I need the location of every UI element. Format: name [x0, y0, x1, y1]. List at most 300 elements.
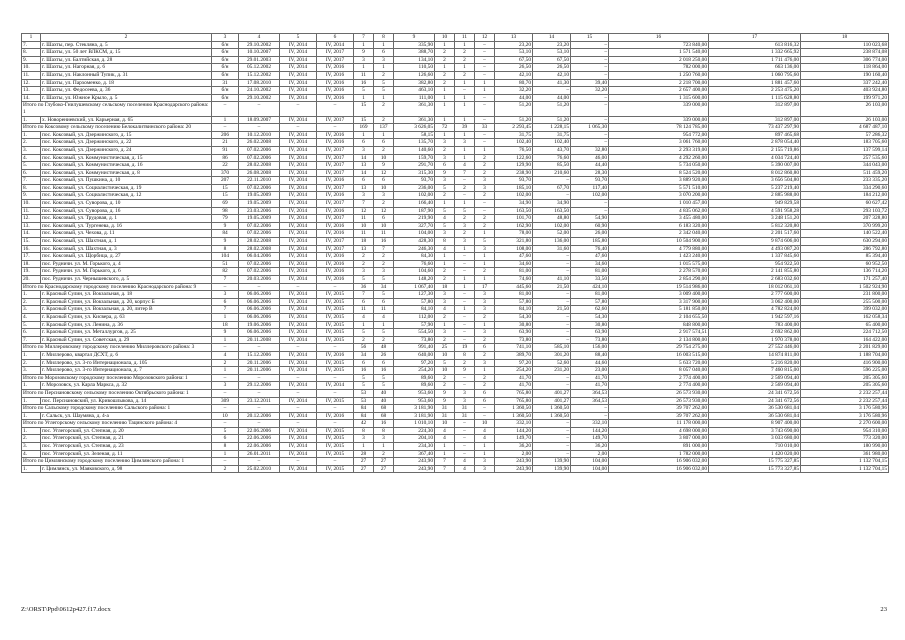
- table-cell: IV, 2014: [280, 367, 317, 375]
- subtotal-row: [22, 283, 889, 291]
- table-cell: IV, 2016: [317, 253, 354, 261]
- subtotal-cell: –: [280, 102, 317, 116]
- table-cell: 2.: [22, 435, 41, 443]
- table-cell: 6: [374, 139, 394, 147]
- table-cell: 2: [435, 71, 455, 79]
- subtotal-cell: –: [317, 389, 354, 397]
- table-cell: 3 656 504,80: [709, 177, 801, 185]
- table-cell: 224 712,50: [801, 329, 889, 337]
- table-cell: 206: [212, 131, 239, 139]
- table-cell: 3: [455, 222, 475, 230]
- table-cell: –: [533, 268, 571, 276]
- table-cell: 2 253 475,20: [709, 87, 801, 95]
- table-cell: IV, 2015: [317, 336, 354, 344]
- table-cell: 57,80: [495, 298, 533, 306]
- table-cell: 2: [475, 215, 495, 223]
- table-cell: 367,40: [394, 450, 435, 458]
- table-cell: 110 023,68: [801, 41, 889, 49]
- table-cell: 11: [374, 230, 394, 238]
- table-cell: 144,20: [571, 427, 609, 435]
- table-cell: 1: [374, 41, 394, 49]
- table-cell: IV, 2016: [317, 139, 354, 147]
- table-cell: 127,30: [394, 291, 435, 299]
- table-cell: 1 571 540,00: [609, 49, 709, 57]
- table-cell: 140 522,40: [801, 230, 889, 238]
- table-row: [22, 238, 889, 246]
- table-row: [22, 268, 889, 276]
- table-cell: 28: [354, 450, 374, 458]
- table-cell: 32,20: [571, 87, 609, 95]
- table-cell: IV, 2015: [317, 367, 354, 375]
- table-cell: 765,80: [495, 397, 533, 405]
- table-cell: –: [533, 298, 571, 306]
- table-cell: –: [475, 71, 495, 79]
- subtotal-cell: 4: [455, 458, 475, 466]
- table-cell: 36,20: [495, 443, 533, 451]
- table-cell: 15: [212, 192, 239, 200]
- table-cell: 17.: [22, 253, 41, 261]
- subtotal-cell: 26 103,00: [801, 102, 889, 116]
- table-cell: 79: [212, 215, 239, 223]
- table-cell: IV, 2014: [280, 79, 317, 87]
- table-cell: 2: [435, 79, 455, 87]
- subtotal-cell: 2 270 600,00: [801, 420, 889, 428]
- table-row: [22, 427, 889, 435]
- table-cell: 102,00: [533, 222, 571, 230]
- subtotal-cell: 765,80: [495, 389, 533, 397]
- table-cell: 3: [475, 177, 495, 185]
- table-cell: IV, 2014: [280, 268, 317, 276]
- table-cell: 4: [435, 215, 455, 223]
- table-cell: 1: [455, 131, 475, 139]
- table-cell: –: [571, 207, 609, 215]
- table-cell: 84,10: [495, 306, 533, 314]
- subtotal-cell: 42: [354, 420, 374, 428]
- subtotal-cell: 1: [435, 102, 455, 116]
- column-number: 7: [354, 34, 374, 42]
- table-cell: 1: [455, 306, 475, 314]
- table-row: [22, 291, 889, 299]
- address-cell: г. Цимлянск, ул. Маяковского, д. 98: [41, 465, 212, 473]
- subtotal-cell: –: [317, 405, 354, 413]
- table-cell: 73,80: [495, 336, 533, 344]
- subtotal-cell: 31: [435, 405, 455, 413]
- table-cell: 4: [435, 427, 455, 435]
- table-cell: 4: [455, 162, 475, 170]
- table-cell: IV, 2017: [317, 200, 354, 208]
- subtotal-cell: –: [239, 102, 280, 116]
- table-cell: 36 530 681,04: [709, 412, 801, 420]
- table-cell: 32,80: [571, 146, 609, 154]
- subtotal-cell: 1 010,10: [394, 420, 435, 428]
- table-cell: 3 743 690,00: [709, 427, 801, 435]
- address-cell: пос. Рудничн. ул. Чернышевского, д. 5: [41, 276, 212, 284]
- subtotal-cell: –: [212, 458, 239, 466]
- table-cell: 2: [475, 382, 495, 390]
- table-row: [22, 329, 889, 337]
- table-cell: 180 990,00: [801, 443, 889, 451]
- table-cell: 24 341 672,56: [709, 397, 801, 405]
- table-cell: 3: [212, 291, 239, 299]
- table-cell: 1 315 600,00: [609, 94, 709, 102]
- table-cell: 613 816,32: [709, 41, 801, 49]
- table-cell: 2: [374, 71, 394, 79]
- table-cell: 2: [475, 154, 495, 162]
- table-cell: –: [455, 177, 475, 185]
- subtotal-label: Итого по Персиановскому сельскому поселению Октябрьского района: 1: [22, 389, 212, 397]
- subtotal-cell: 243,90: [495, 458, 533, 466]
- table-cell: 5 571 510,00: [609, 184, 709, 192]
- table-cell: 18.: [22, 260, 41, 268]
- table-cell: 207 328,80: [801, 215, 889, 223]
- table-row: [22, 139, 889, 147]
- table-cell: 5: [212, 427, 239, 435]
- table-cell: 1: [212, 116, 239, 124]
- table-cell: 3.: [22, 367, 41, 375]
- table-cell: 2: [475, 268, 495, 276]
- table-cell: 06.06.2006: [239, 329, 280, 337]
- table-cell: 2: [435, 56, 455, 64]
- table-cell: 2 569 094,40: [709, 382, 801, 390]
- table-cell: –: [455, 260, 475, 268]
- table-cell: 3: [435, 230, 455, 238]
- table-cell: 112,00: [394, 313, 435, 321]
- table-cell: –: [475, 116, 495, 124]
- table-cell: 26 573 930,00: [609, 397, 709, 405]
- table-cell: IV, 2016: [317, 412, 354, 420]
- table-cell: 23,00: [571, 367, 609, 375]
- table-cell: 4: [455, 465, 475, 473]
- table-cell: 7.: [22, 41, 41, 49]
- table-cell: 321,80: [495, 238, 533, 246]
- table-cell: 22.06.2006: [239, 443, 280, 451]
- table-cell: 164 422,00: [801, 336, 889, 344]
- table-cell: IV, 2017: [317, 238, 354, 246]
- table-cell: IV, 2014: [280, 465, 317, 473]
- address-cell: пос. Коксовый, ул. Дзержинского, д. 24: [41, 146, 212, 154]
- table-cell: 39 707 262,00: [609, 412, 709, 420]
- table-cell: –: [571, 200, 609, 208]
- table-row: [22, 200, 889, 208]
- table-cell: 11: [374, 306, 394, 314]
- table-cell: 52,00: [533, 230, 571, 238]
- table-cell: 136,00: [533, 238, 571, 246]
- table-cell: 6: [354, 177, 374, 185]
- table-cell: 16 003 515,00: [609, 351, 709, 359]
- table-cell: 39,40: [571, 79, 609, 87]
- table-cell: 5 181 850,00: [609, 306, 709, 314]
- table-cell: 12: [354, 207, 374, 215]
- table-cell: 29.12.2006: [239, 382, 280, 390]
- table-cell: 28.02.2008: [239, 238, 280, 246]
- table-cell: 10.: [22, 64, 41, 72]
- subtotal-cell: –: [212, 102, 239, 116]
- table-cell: б/н: [212, 64, 239, 72]
- table-cell: 18: [212, 321, 239, 329]
- table-cell: 2 293 319,00: [609, 146, 709, 154]
- address-cell: пос. Коксовый, ул. Суворова, д. 10: [41, 200, 212, 208]
- table-cell: 4: [435, 435, 455, 443]
- table-cell: 07.02.2006: [239, 184, 280, 192]
- table-cell: IV, 2014: [280, 443, 317, 451]
- table-row: [22, 260, 889, 268]
- table-cell: –: [533, 313, 571, 321]
- table-cell: 2.: [22, 298, 41, 306]
- subtotal-cell: 5: [374, 374, 394, 382]
- table-cell: 10: [374, 184, 394, 192]
- subtotal-cell: 2: [475, 374, 495, 382]
- table-row: [22, 154, 889, 162]
- table-cell: 4.: [22, 450, 41, 458]
- address-cell: г. Шахты, ул. 50 лет ВЛКСМ, д. 15: [41, 49, 212, 57]
- table-cell: 84: [212, 230, 239, 238]
- table-cell: 47,60: [571, 253, 609, 261]
- table-cell: 26: [374, 351, 394, 359]
- table-cell: 334 290,60: [801, 184, 889, 192]
- table-cell: 2 683 032,60: [709, 276, 801, 284]
- table-cell: 1: [475, 443, 495, 451]
- subtotal-cell: –: [212, 374, 239, 382]
- table-cell: 15 773 327,85: [709, 465, 801, 473]
- table-cell: 1: [435, 260, 455, 268]
- subtotal-cell: –: [280, 283, 317, 291]
- table-row: [22, 207, 889, 215]
- subtotal-cell: –: [239, 283, 280, 291]
- table-cell: 18.09.2007: [239, 116, 280, 124]
- table-cell: IV, 2014: [317, 382, 354, 390]
- table-cell: 104: [212, 253, 239, 261]
- table-cell: 06.06.2006: [239, 298, 280, 306]
- table-cell: 89,60: [394, 382, 435, 390]
- table-cell: 7: [354, 200, 374, 208]
- table-cell: 3: [435, 139, 455, 147]
- subtotal-cell: 41,70: [571, 374, 609, 382]
- table-cell: 286 792,80: [801, 245, 889, 253]
- table-cell: 5: [374, 87, 394, 95]
- table-cell: 1: [455, 79, 475, 87]
- table-cell: 1.: [22, 131, 41, 139]
- table-cell: 3: [374, 435, 394, 443]
- table-cell: 47,60: [495, 253, 533, 261]
- table-cell: 2: [455, 71, 475, 79]
- column-number: 6: [317, 34, 354, 42]
- column-number: 4: [239, 34, 280, 42]
- table-cell: 1: [475, 321, 495, 329]
- table-cell: 27: [374, 465, 394, 473]
- table-cell: 2 657 400,00: [609, 87, 709, 95]
- table-cell: IV, 2015: [317, 298, 354, 306]
- table-cell: 5 633 720,00: [609, 359, 709, 367]
- table-cell: 3 317 900,00: [609, 298, 709, 306]
- table-cell: 118 864,00: [801, 64, 889, 72]
- table-cell: 4: [475, 435, 495, 443]
- table-cell: 7: [212, 306, 239, 314]
- address-cell: г. Морозовск, ул. Карла Маркса, д. 32: [41, 382, 212, 390]
- table-cell: 11: [354, 306, 374, 314]
- table-cell: 3: [374, 56, 394, 64]
- subtotal-cell: 6: [475, 389, 495, 397]
- table-cell: IV, 2016: [317, 276, 354, 284]
- table-cell: –: [533, 336, 571, 344]
- table-cell: 5 237 219,40: [709, 184, 801, 192]
- table-cell: 954 310,00: [801, 427, 889, 435]
- table-cell: IV, 2014: [280, 329, 317, 337]
- table-cell: 3 070 200,00: [609, 192, 709, 200]
- table-cell: 166,40: [394, 200, 435, 208]
- subtotal-cell: 73 437 297,90: [709, 124, 801, 132]
- table-cell: 5.: [22, 162, 41, 170]
- table-cell: 204,10: [394, 435, 435, 443]
- table-cell: IV, 2014: [280, 200, 317, 208]
- table-cell: 1.: [22, 397, 41, 405]
- subtotal-label: Итого по Краснодарскому городскому поселению Краснодарского района: 9: [22, 283, 212, 291]
- table-cell: 163,50: [533, 207, 571, 215]
- subtotal-cell: –: [280, 124, 317, 132]
- table-cell: 8: [354, 427, 374, 435]
- table-cell: IV, 2016: [317, 230, 354, 238]
- table-cell: 5 812 320,80: [709, 222, 801, 230]
- address-cell: пос. Углегорский, ул. Степная, д. 23: [41, 443, 212, 451]
- table-cell: 3: [354, 192, 374, 200]
- table-cell: 07.02.2006: [239, 260, 280, 268]
- table-cell: 2 917 574,51: [609, 329, 709, 337]
- table-cell: 416 900,00: [801, 359, 889, 367]
- table-cell: IV, 2016: [317, 87, 354, 95]
- table-cell: 104,00: [394, 230, 435, 238]
- table-cell: 1 711 476,00: [709, 56, 801, 64]
- table-cell: 9 874 606,00: [709, 238, 801, 246]
- table-cell: 1: [435, 87, 455, 95]
- table-cell: 6: [374, 215, 394, 223]
- table-cell: IV, 2014: [280, 169, 317, 177]
- table-cell: –: [475, 56, 495, 64]
- table-cell: 6.: [22, 329, 41, 337]
- table-cell: 4: [354, 313, 374, 321]
- table-cell: 5: [435, 207, 455, 215]
- table-row: [22, 336, 889, 344]
- table-cell: 2: [475, 336, 495, 344]
- table-cell: 15.: [22, 238, 41, 246]
- table-cell: 60 952,50: [801, 260, 889, 268]
- table-cell: 58,15: [394, 131, 435, 139]
- table-cell: 255 500,00: [801, 298, 889, 306]
- table-cell: 184 212,00: [801, 192, 889, 200]
- table-cell: 07.02.2006: [239, 154, 280, 162]
- table-cell: 110,50: [394, 64, 435, 72]
- table-cell: IV, 2017: [317, 215, 354, 223]
- table-cell: 185,10: [495, 184, 533, 192]
- table-cell: 82: [212, 268, 239, 276]
- table-cell: –: [533, 260, 571, 268]
- table-cell: 67,50: [495, 56, 533, 64]
- table-cell: 4 698 000,00: [609, 427, 709, 435]
- table-cell: 81,00: [495, 291, 533, 299]
- table-row: [22, 465, 889, 473]
- table-cell: 44,60: [571, 359, 609, 367]
- table-cell: 630 294,00: [801, 238, 889, 246]
- table-cell: 9: [212, 329, 239, 337]
- column-number: 13: [495, 34, 533, 42]
- table-cell: 2.: [22, 139, 41, 147]
- table-cell: 25.02.2010: [239, 465, 280, 473]
- table-cell: 6: [354, 139, 374, 147]
- subtotal-cell: 2 569 094,40: [709, 374, 801, 382]
- table-cell: IV, 2015: [317, 435, 354, 443]
- table-cell: 73,80: [394, 336, 435, 344]
- table-cell: 2,00: [495, 450, 533, 458]
- subtotal-cell: 2: [435, 374, 455, 382]
- table-cell: 1: [374, 321, 394, 329]
- table-cell: 60,90: [571, 222, 609, 230]
- table-cell: 31: [212, 79, 239, 87]
- table-cell: 1: [475, 260, 495, 268]
- table-cell: 9: [435, 397, 455, 405]
- subtotal-cell: 11 178 000,00: [609, 420, 709, 428]
- table-cell: 4: [435, 306, 455, 314]
- table-cell: 2: [455, 184, 475, 192]
- table-cell: –: [455, 313, 475, 321]
- address-cell: пос. Коксовый, ул. Социалистическая, д. 19: [41, 184, 212, 192]
- table-cell: 69: [212, 200, 239, 208]
- table-cell: 8: [455, 351, 475, 359]
- table-cell: IV, 2016: [317, 260, 354, 268]
- table-cell: IV, 2017: [317, 154, 354, 162]
- table-cell: –: [455, 192, 475, 200]
- subtotal-row: [22, 420, 889, 428]
- table-cell: 243,90: [394, 465, 435, 473]
- table-cell: IV, 2014: [280, 245, 317, 253]
- table-cell: 4: [475, 427, 495, 435]
- table-cell: 22: [212, 162, 239, 170]
- table-cell: 3: [475, 329, 495, 337]
- table-row: [22, 71, 889, 79]
- table-cell: 140,60: [394, 146, 435, 154]
- table-cell: 73,80: [571, 336, 609, 344]
- table-cell: 1 250 760,00: [609, 71, 709, 79]
- table-cell: 1: [435, 116, 455, 124]
- table-cell: 76,60: [533, 154, 571, 162]
- column-number: 12: [475, 34, 495, 42]
- table-cell: 19.: [22, 268, 41, 276]
- table-cell: 9: [212, 238, 239, 246]
- address-cell: г. Красный Сулин, ул. Вокзальная, д. 18: [41, 291, 212, 299]
- table-cell: 34,60: [495, 260, 533, 268]
- subtotal-cell: 48: [374, 344, 394, 352]
- table-cell: 1 132 704,15: [801, 465, 889, 473]
- table-cell: –: [475, 64, 495, 72]
- table-cell: 52,60: [533, 359, 571, 367]
- subtotal-cell: 1 360,50: [495, 405, 533, 413]
- address-cell: пос. Рудничн. ул. М. Горького, д. 6: [41, 268, 212, 276]
- table-cell: IV, 2016: [317, 71, 354, 79]
- subtotal-cell: 18: [435, 283, 455, 291]
- column-number: 14: [533, 34, 571, 42]
- table-row: [22, 56, 889, 64]
- table-cell: 773 320,00: [801, 435, 889, 443]
- table-cell: IV, 2014: [280, 146, 317, 154]
- subtotal-cell: –: [212, 420, 239, 428]
- table-cell: 14 874 811,00: [709, 351, 801, 359]
- table-cell: 339 000,00: [609, 116, 709, 124]
- table-cell: 44,00: [533, 94, 571, 102]
- table-cell: 102,00: [571, 192, 609, 200]
- table-cell: 2: [212, 465, 239, 473]
- subtotal-cell: 27: [374, 458, 394, 466]
- table-cell: –: [455, 87, 475, 95]
- table-cell: IV, 2015: [317, 359, 354, 367]
- table-cell: 17.08.2010: [239, 79, 280, 87]
- address-cell: пос. Углегорский, ул. Степная, д. 20: [41, 427, 212, 435]
